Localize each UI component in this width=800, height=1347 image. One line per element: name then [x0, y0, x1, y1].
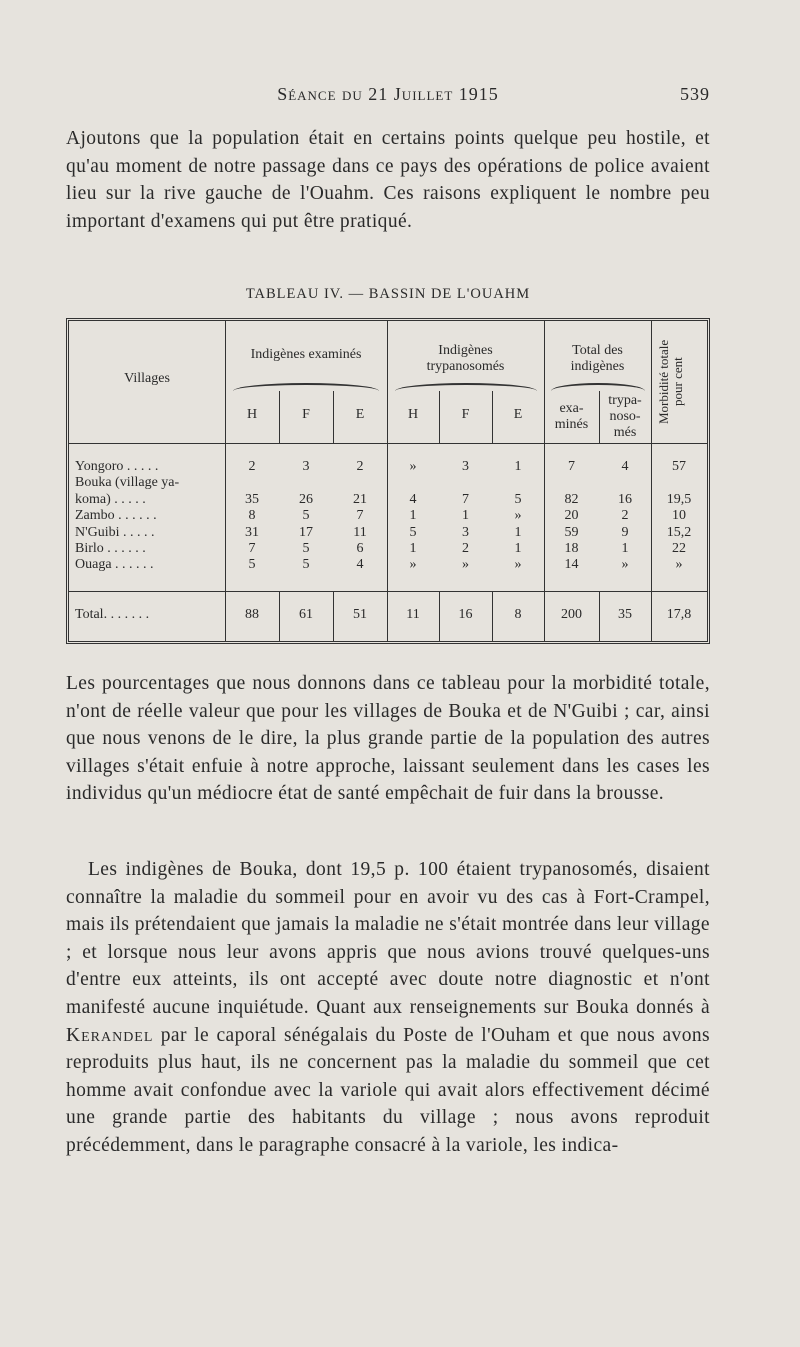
row-cell-eE: 21	[353, 491, 367, 507]
total-tryp-e: 8	[514, 607, 522, 622]
header-tryp2-2: noso-	[609, 409, 641, 424]
row-cell-morb: 19,5	[666, 491, 692, 507]
row-cell-tH: 5	[409, 524, 417, 540]
row-village: Ouaga . . . . . .	[75, 557, 154, 573]
row-cell-tH: 4	[409, 491, 417, 507]
paragraph-pourcentages: Les pourcentages que nous donnons dans ce tableau pour la morbidité totale, n'ont de réelle valeur que pour les villages de Bouka et de N'Guibi ; car, ainsi que nous venons de le dire, la plus grande partie de la population des autres villages s'était enfuie à notre approche, laissant seulement dans les cases les individus qu'un médiocre état de santé empêchait de fuir dans la brousse.	[66, 673, 710, 805]
row-village: Bouka (village ya-	[75, 475, 180, 491]
row-cell-tH: »	[409, 557, 417, 573]
row-cell-exa: 20	[564, 508, 579, 524]
row-cell-eH: 7	[248, 541, 256, 556]
data-table	[66, 318, 710, 644]
paragraph-bouka	[66, 856, 710, 1160]
paragraph-intro: Ajoutons que la population était en certains points quelque peu hostile, et qu'au moment de notre passage dans ce pays des opérations de police avaient lieu sur la rive gauche de l'Ouahm. Ces raisons expliquent le nombre peu important d'examens qui put être pratiqué.	[66, 128, 710, 232]
row-cell-tH: 1	[409, 541, 417, 556]
row-cell-tryp: 16	[618, 491, 632, 507]
total-morbidite: 17,8	[666, 607, 692, 622]
header-total-1: Total des	[572, 343, 623, 358]
header-trypanosomes-2: trypanosomés	[426, 359, 505, 374]
row-cell-tF: »	[462, 557, 469, 573]
paragraph-bouka-part1: Les indigènes de Bouka, dont 19,5 p. 100 étaient trypanosomés, disaient connaître la maladie du sommeil pour en avoir vu des cas à Fort-Crampel, mais ils prétendaient que jamais la maladie ne s'était montrée dans leur village ; et lorsque nous leur avons appris que nous avions trouvé quelques-uns d'entre eux atteints, ils ont accepté avec doute notre diagnostic et n'ont manifesté aucune inquiétude. Quant aux renseignements sur Bouka donnés à	[66, 859, 710, 1018]
header-morbidite: Morbidité totale pour cent	[656, 339, 685, 425]
row-cell-exa: 82	[564, 491, 579, 507]
row-cell-tH: »	[409, 459, 417, 474]
running-header	[66, 84, 710, 114]
row-cell-morb: 57	[672, 459, 686, 474]
row-cell-exa: 18	[564, 541, 579, 556]
row-cell-tE: »	[514, 557, 522, 573]
row-cell-exa: 59	[564, 524, 579, 540]
row-cell-morb: 22	[672, 541, 686, 556]
header-exam-f: F	[302, 407, 310, 422]
header-tryp2-3: més	[613, 425, 637, 440]
page-number: 539	[680, 84, 710, 104]
row-cell-eH: 2	[248, 459, 256, 474]
header-tryp-h: H	[407, 407, 419, 422]
row-cell-tF: 1	[462, 508, 469, 524]
total-tryp-f: 16	[458, 607, 473, 622]
row-cell-tryp: 1	[621, 541, 629, 556]
row-cell-tE: »	[514, 508, 522, 524]
total-label: Total. . . . . . .	[75, 607, 150, 622]
header-tryp2-1: trypa-	[608, 393, 642, 408]
total-tryp-h: 11	[406, 607, 420, 622]
row-cell-tE: 1	[514, 541, 522, 556]
row-cell-morb: 15,2	[666, 524, 692, 540]
author-name: Kerandel	[66, 1024, 154, 1046]
row-village: Zambo . . . . . .	[75, 508, 157, 524]
row-cell-eH: 8	[248, 508, 256, 524]
row-cell-eF: 5	[302, 508, 310, 524]
row-cell-tryp: 2	[621, 508, 629, 524]
header-indigenes-examines: Indigènes examinés	[250, 347, 362, 362]
total-examines: 200	[561, 607, 582, 622]
row-cell-eF: 3	[302, 459, 310, 474]
row-cell-eE: 2	[356, 459, 364, 474]
row-cell-tryp: »	[621, 557, 629, 573]
row-cell-eF: 5	[302, 541, 310, 556]
row-cell-morb: 10	[672, 508, 686, 524]
header-exa-2: minés	[554, 417, 589, 432]
row-cell-eH: 5	[248, 557, 256, 573]
row-cell-exa: 14	[564, 557, 579, 573]
row-cell-eF: 5	[302, 557, 310, 573]
row-cell-eH: 35	[245, 491, 259, 507]
total-exam-h: 88	[245, 607, 259, 622]
paragraph-bouka-part2: par le caporal sénégalais du Poste de l'Ouham et que nous avons reproduits plus haut, ils ne concernent pas la maladie du sommeil que cet homme avait confondue avec la variole qui avait alors effectivement décimé une grande partie des habitants du village ; nous avons reproduit précédemment, dans le paragraphe consacré à la variole, les indica-	[66, 1024, 710, 1156]
table-caption: TABLEAU IV. — BASSIN DE L'OUAHM	[245, 286, 531, 302]
row-cell-tF: 7	[462, 491, 469, 507]
row-cell-tF: 3	[462, 524, 469, 540]
row-cell-tF: 3	[462, 459, 469, 474]
row-cell-tH: 1	[409, 508, 417, 524]
header-exam-h: H	[246, 407, 258, 422]
header-tryp-f: F	[461, 407, 470, 422]
header-trypanosomes-1: Indigènes	[438, 343, 493, 358]
row-village: Birlo . . . . . .	[75, 541, 146, 556]
header-total-2: indigènes	[570, 359, 625, 374]
header-exa-1: exa-	[559, 401, 584, 416]
header-tryp-e: E	[513, 407, 523, 422]
row-cell-eE: 11	[353, 524, 367, 540]
row-village: koma) . . . . .	[75, 491, 146, 507]
row-cell-tE: 1	[514, 524, 522, 540]
row-cell-tryp: 4	[621, 459, 629, 474]
row-cell-eF: 17	[299, 524, 313, 540]
total-trypanosomes: 35	[618, 607, 632, 622]
row-cell-exa: 7	[568, 459, 575, 474]
row-cell-eF: 26	[299, 491, 313, 507]
row-cell-tryp: 9	[621, 524, 629, 540]
row-cell-eE: 7	[356, 508, 364, 524]
row-cell-tE: 1	[514, 459, 522, 474]
header-exam-e: E	[355, 407, 365, 422]
header-villages: Villages	[124, 371, 170, 386]
row-cell-morb: »	[675, 557, 683, 573]
row-cell-eE: 6	[356, 541, 364, 556]
total-exam-e: 51	[353, 607, 367, 622]
row-cell-eH: 31	[245, 524, 259, 540]
row-village: Yongoro . . . . .	[75, 459, 159, 474]
row-cell-eE: 4	[356, 557, 364, 573]
row-village: N'Guibi . . . . .	[75, 524, 155, 540]
total-exam-f: 61	[299, 607, 313, 622]
row-cell-tE: 5	[514, 491, 522, 507]
running-title: Séance du 21 Juillet 1915	[277, 84, 499, 104]
row-cell-tF: 2	[462, 541, 469, 556]
